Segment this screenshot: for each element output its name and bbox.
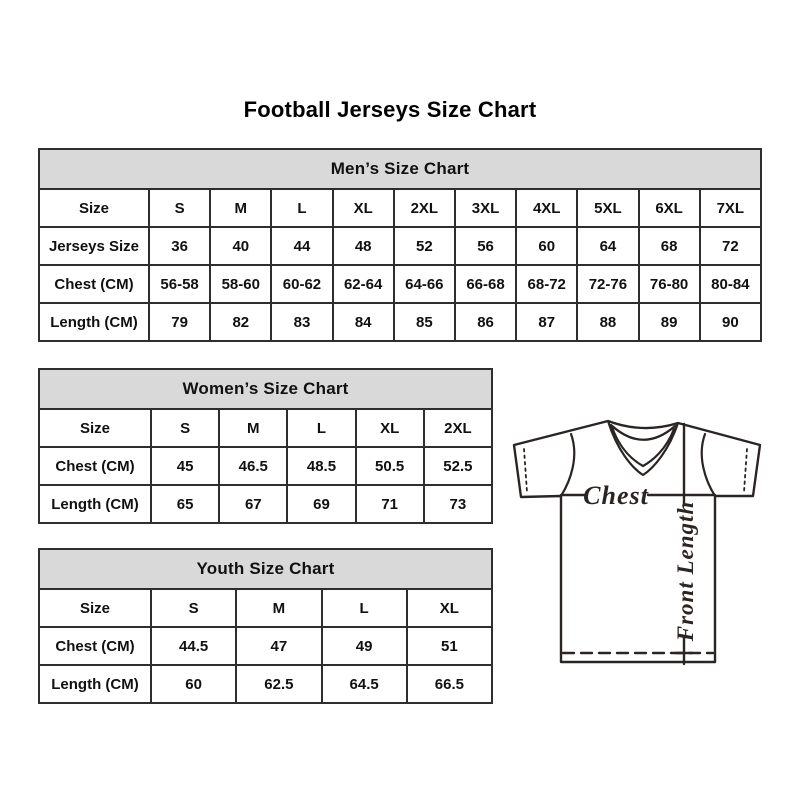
size-column-header: M xyxy=(210,189,271,227)
table-section-title: Women’s Size Chart xyxy=(39,369,492,409)
size-column-header: 5XL xyxy=(577,189,638,227)
measurement-value-cell: 85 xyxy=(394,303,455,341)
measurement-value-cell: 40 xyxy=(210,227,271,265)
measurement-value-cell: 90 xyxy=(700,303,761,341)
front-length-label: Front Length xyxy=(673,500,698,642)
measurement-value-cell: 49 xyxy=(322,627,407,665)
measurement-value-cell: 80-84 xyxy=(700,265,761,303)
measurement-value-cell: 50.5 xyxy=(356,447,424,485)
page-title: Football Jerseys Size Chart xyxy=(243,97,537,122)
measurement-value-cell: 62-64 xyxy=(333,265,394,303)
measurement-value-cell: 52.5 xyxy=(424,447,492,485)
measurement-row-label: Length (CM) xyxy=(39,485,151,523)
measurement-value-cell: 68 xyxy=(639,227,700,265)
womens-size-table xyxy=(38,368,493,524)
jersey-measurement-diagram xyxy=(500,408,800,688)
size-column-header: XL xyxy=(333,189,394,227)
measurement-value-cell: 72 xyxy=(700,227,761,265)
measurement-value-cell: 65 xyxy=(151,485,219,523)
size-row-label: Size xyxy=(39,589,151,627)
size-column-header: S xyxy=(151,409,219,447)
measurement-value-cell: 89 xyxy=(639,303,700,341)
measurement-value-cell: 86 xyxy=(455,303,516,341)
size-column-header: 3XL xyxy=(455,189,516,227)
size-column-header: L xyxy=(271,189,332,227)
size-column-header: 6XL xyxy=(639,189,700,227)
size-column-header: XL xyxy=(356,409,424,447)
size-column-header: L xyxy=(322,589,407,627)
measurement-value-cell: 64.5 xyxy=(322,665,407,703)
size-column-header: 7XL xyxy=(700,189,761,227)
youth-size-table xyxy=(38,548,493,704)
measurement-value-cell: 46.5 xyxy=(219,447,287,485)
mens-size-table xyxy=(38,148,762,342)
table-section-title: Men’s Size Chart xyxy=(39,149,761,189)
jersey-right-cuff-stitch xyxy=(744,449,747,492)
measurement-value-cell: 71 xyxy=(356,485,424,523)
measurement-value-cell: 45 xyxy=(151,447,219,485)
measurement-value-cell: 73 xyxy=(424,485,492,523)
measurement-value-cell: 84 xyxy=(333,303,394,341)
size-column-header: 2XL xyxy=(394,189,455,227)
measurement-value-cell: 64 xyxy=(577,227,638,265)
measurement-row-label: Length (CM) xyxy=(39,665,151,703)
measurement-value-cell: 87 xyxy=(516,303,577,341)
jersey-outline-illustration xyxy=(500,408,800,688)
measurement-value-cell: 60 xyxy=(516,227,577,265)
measurement-value-cell: 88 xyxy=(577,303,638,341)
table-section-title: Youth Size Chart xyxy=(39,549,492,589)
jersey-left-cuff-stitch xyxy=(524,449,527,492)
measurement-value-cell: 66-68 xyxy=(455,265,516,303)
measurement-value-cell: 79 xyxy=(149,303,210,341)
measurement-value-cell: 44.5 xyxy=(151,627,236,665)
measurement-value-cell: 44 xyxy=(271,227,332,265)
jersey-right-armscye xyxy=(702,434,715,496)
size-column-header: S xyxy=(149,189,210,227)
measurement-value-cell: 58-60 xyxy=(210,265,271,303)
measurement-value-cell: 68-72 xyxy=(516,265,577,303)
measurement-value-cell: 60 xyxy=(151,665,236,703)
size-column-header: 4XL xyxy=(516,189,577,227)
measurement-row-label: Chest (CM) xyxy=(39,627,151,665)
measurement-value-cell: 36 xyxy=(149,227,210,265)
measurement-value-cell: 66.5 xyxy=(407,665,492,703)
measurement-value-cell: 48 xyxy=(333,227,394,265)
size-column-header: L xyxy=(287,409,355,447)
measurement-row-label: Length (CM) xyxy=(39,303,149,341)
measurement-value-cell: 62.5 xyxy=(236,665,321,703)
measurement-value-cell: 47 xyxy=(236,627,321,665)
measurement-value-cell: 48.5 xyxy=(287,447,355,485)
measurement-value-cell: 60-62 xyxy=(271,265,332,303)
measurement-value-cell: 52 xyxy=(394,227,455,265)
size-column-header: 2XL xyxy=(424,409,492,447)
size-column-header: M xyxy=(219,409,287,447)
measurement-value-cell: 72-76 xyxy=(577,265,638,303)
measurement-value-cell: 56-58 xyxy=(149,265,210,303)
measurement-value-cell: 51 xyxy=(407,627,492,665)
jersey-body-outline xyxy=(514,421,760,662)
measurement-value-cell: 56 xyxy=(455,227,516,265)
measurement-value-cell: 82 xyxy=(210,303,271,341)
measurement-value-cell: 69 xyxy=(287,485,355,523)
size-column-header: M xyxy=(236,589,321,627)
chest-label: Chest xyxy=(583,481,649,510)
measurement-row-label: Jerseys Size xyxy=(39,227,149,265)
measurement-value-cell: 64-66 xyxy=(394,265,455,303)
size-column-header: XL xyxy=(407,589,492,627)
measurement-value-cell: 76-80 xyxy=(639,265,700,303)
measurement-value-cell: 67 xyxy=(219,485,287,523)
measurement-row-label: Chest (CM) xyxy=(39,447,151,485)
measurement-value-cell: 83 xyxy=(271,303,332,341)
size-row-label: Size xyxy=(39,189,149,227)
measurement-row-label: Chest (CM) xyxy=(39,265,149,303)
jersey-left-armscye xyxy=(561,434,574,496)
size-row-label: Size xyxy=(39,409,151,447)
size-column-header: S xyxy=(151,589,236,627)
